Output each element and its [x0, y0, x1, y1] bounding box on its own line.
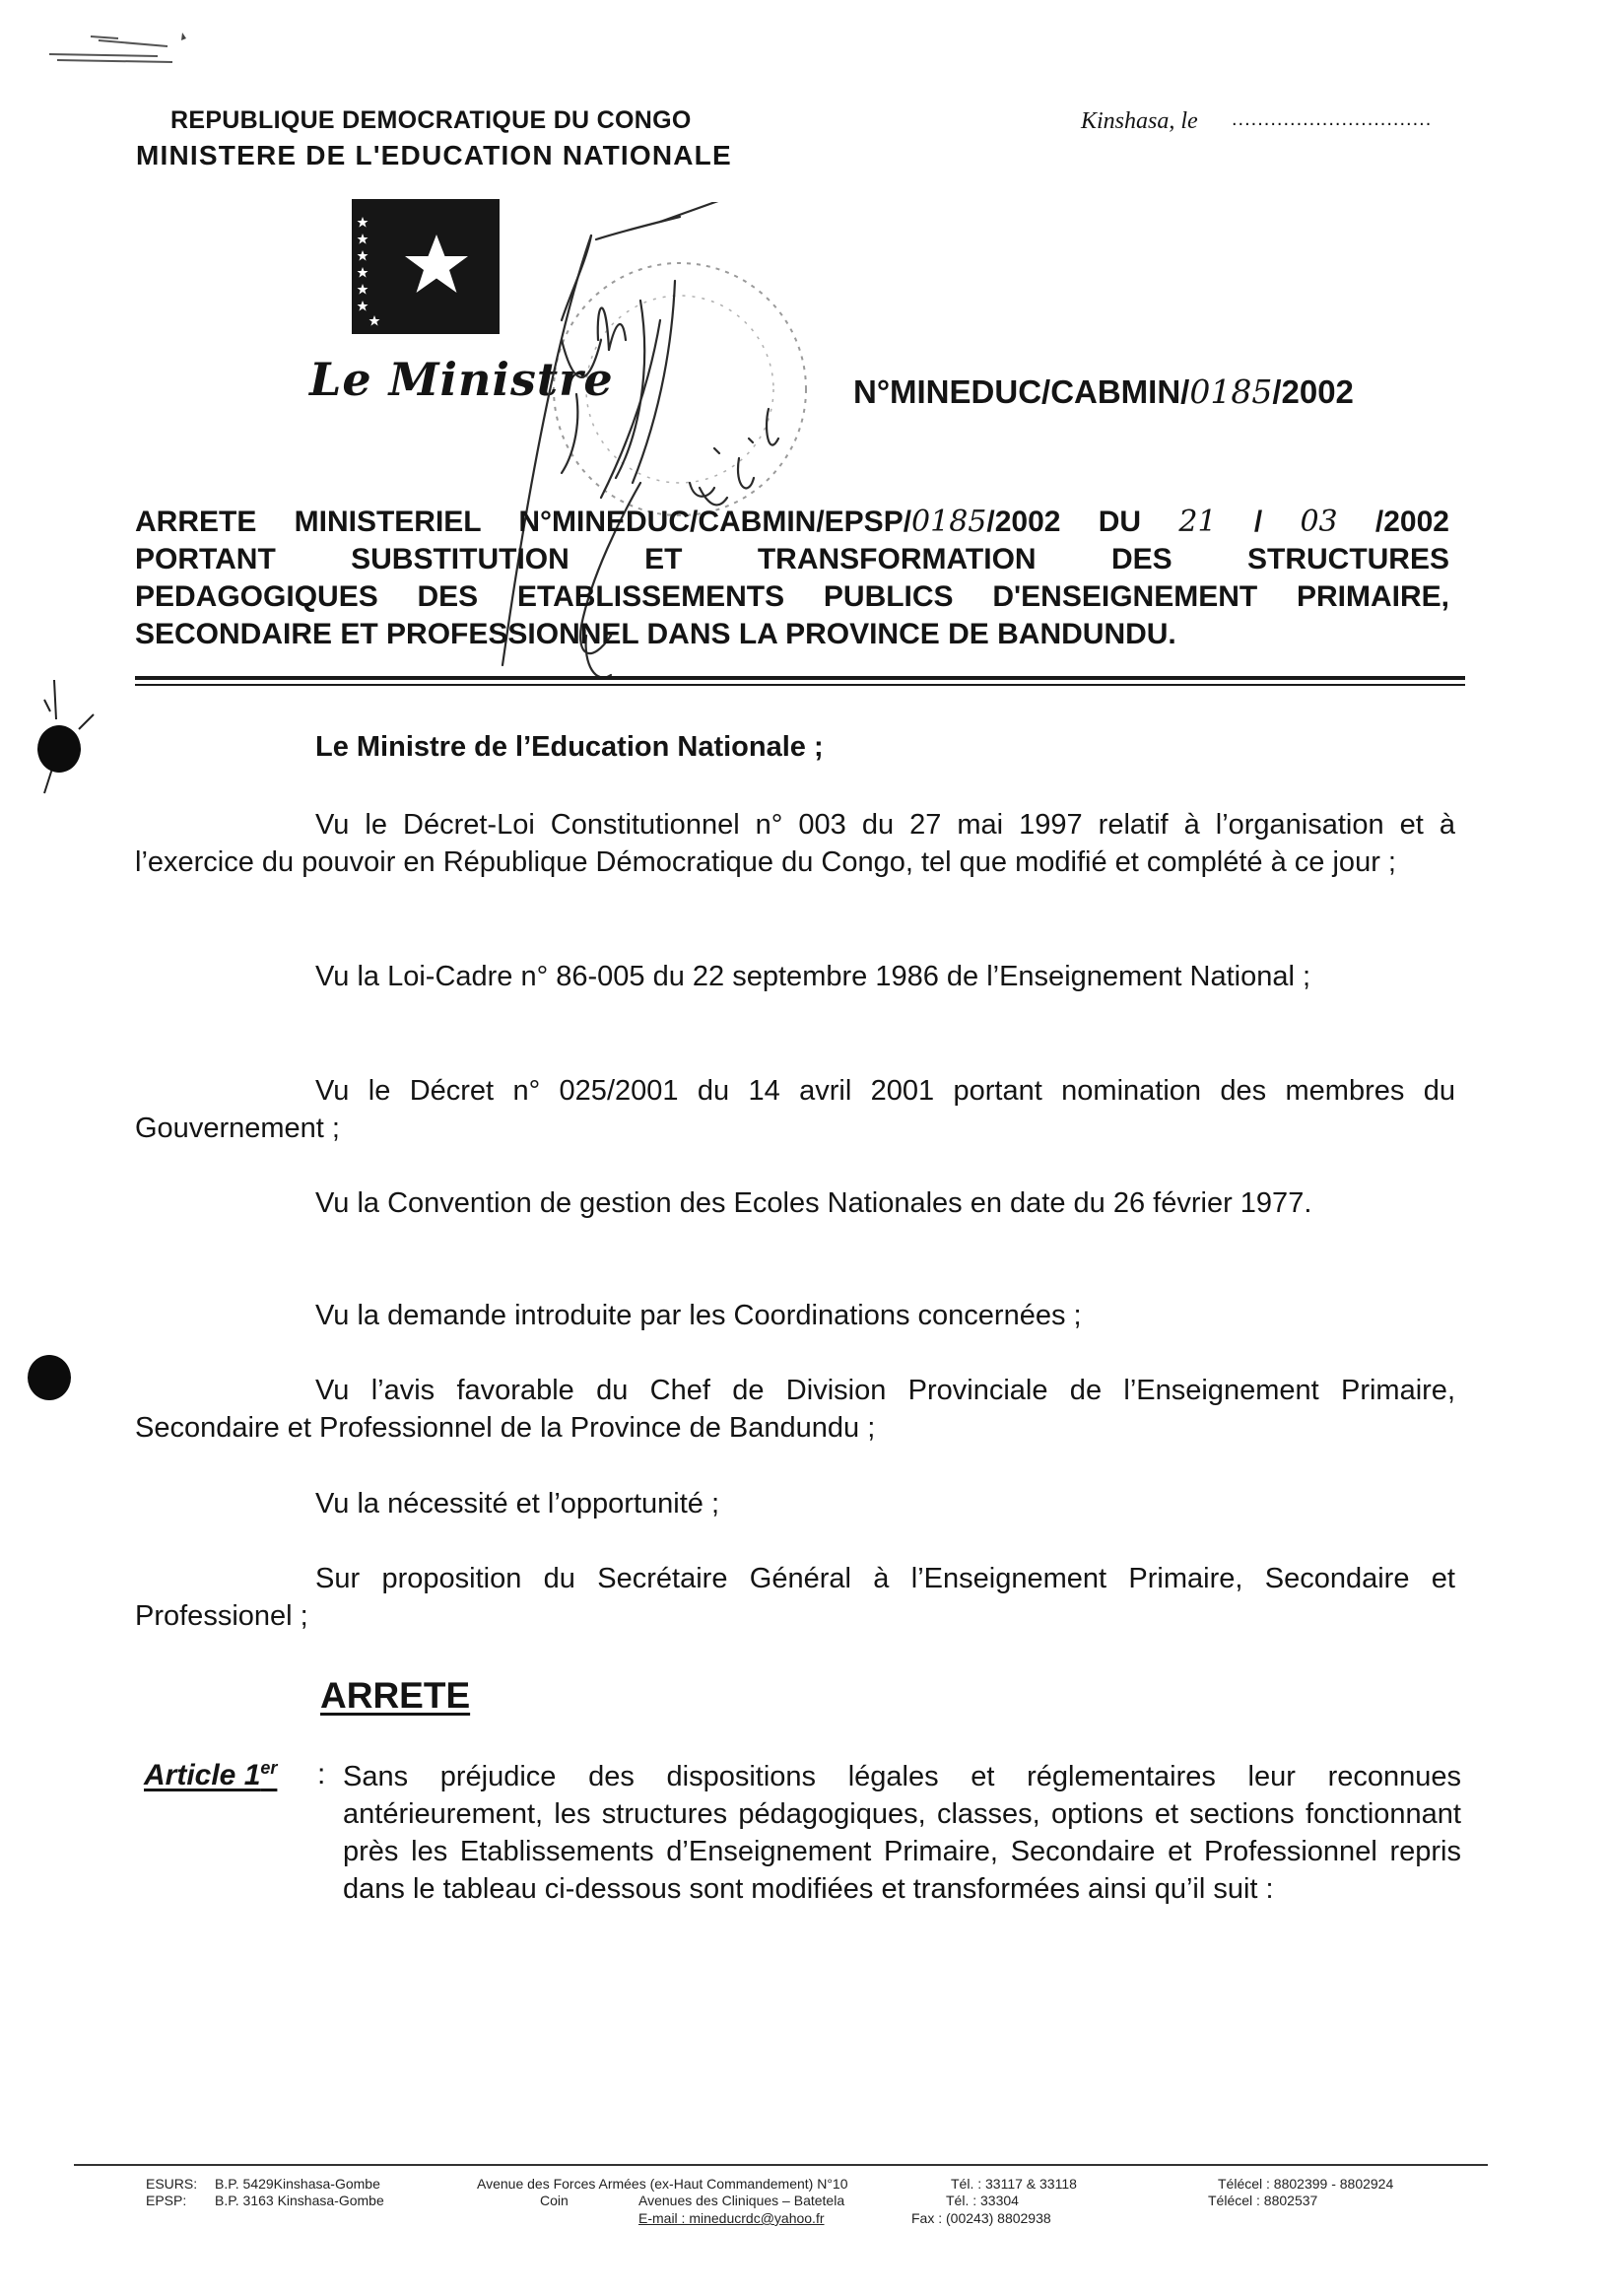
decree-title-line-1: ARRETE MINISTERIEL N°MINEDUC/CABMIN/EPSP/0185/2002 DU 21 / 03 /2002: [135, 505, 1449, 539]
preamble-paragraph: Sur proposition du Secrétaire Général à l’Enseignement Primaire, Secondaire et Professionel ;: [135, 1563, 1455, 1632]
title-divider-thick: [135, 676, 1465, 680]
preamble-paragraph: Vu la Convention de gestion des Ecoles Nationales en date du 26 février 1977.: [315, 1187, 1312, 1219]
decree-handwritten-day: 21: [1178, 505, 1217, 539]
scan-artifact: [39, 25, 207, 74]
footer-telecel-1: Télécel : 8802399 - 8802924: [1218, 2176, 1394, 2192]
decree-handwritten-number: 0185: [911, 505, 987, 539]
preamble-paragraph: Vu la nécessité et l’opportunité ;: [315, 1488, 720, 1519]
ministry-title: MINISTERE DE L'EDUCATION NATIONALE: [136, 140, 732, 170]
footer-address-line-1: Avenue des Forces Armées (ex-Haut Commandement) N°10: [477, 2176, 848, 2192]
punch-hole-mark: [25, 680, 103, 798]
punch-hole-mark: [28, 1355, 71, 1400]
footer-address-coin: Coin: [540, 2193, 569, 2208]
decree-title-line-4: SECONDAIRE ET PROFESSIONNEL DANS LA PROVINCE DE BANDUNDU.: [135, 618, 1176, 650]
decree-title-line-3: PEDAGOGIQUES DES ETABLISSEMENTS PUBLICS D'ENSEIGNEMENT PRIMAIRE,: [135, 580, 1449, 613]
footer-fax: Fax : (00243) 8802938: [911, 2210, 1051, 2226]
footer-divider: [74, 2164, 1488, 2166]
place-date-label: Kinshasa, le: [1081, 108, 1198, 134]
date-blank-dots: ...............................: [1232, 108, 1433, 130]
footer-esurs-bp: B.P. 5429Kinshasa-Gombe: [215, 2176, 380, 2192]
signatory-heading: Le Ministre de l’Education Nationale ;: [315, 731, 824, 763]
preamble-paragraph: Vu l’avis favorable du Chef de Division Provinciale de l’Enseignement Primaire, Secondaire et Professionnel de la Province de Bandundu ;: [135, 1375, 1455, 1444]
footer-tel-1: Tél. : 33117 & 33118: [951, 2176, 1077, 2192]
footer-tel-2: Tél. : 33304: [946, 2193, 1019, 2208]
title-divider-thin: [135, 684, 1465, 686]
republic-title: REPUBLIQUE DEMOCRATIQUE DU CONGO: [170, 106, 692, 134]
reference-prefix: N°MINEDUC/CABMIN/: [853, 373, 1190, 410]
footer-epsp-label: EPSP:: [146, 2193, 187, 2208]
minister-signature-label: Le Ministre: [309, 353, 614, 406]
arrete-heading: ARRETE: [320, 1675, 471, 1716]
reference-handwritten-number: 0185: [1189, 372, 1273, 411]
article-1-colon: :: [317, 1758, 326, 1790]
preamble-paragraph: Vu la demande introduite par les Coordinations concernées ;: [315, 1300, 1082, 1331]
decree-handwritten-month: 03: [1300, 505, 1338, 539]
preamble-paragraph: Vu le Décret n° 025/2001 du 14 avril 2001 portant nomination des membres du Gouvernement ;: [135, 1075, 1455, 1144]
preamble-paragraph: Vu la Loi-Cadre n° 86-005 du 22 septembre 1986 de l’Enseignement National ;: [315, 961, 1311, 992]
preamble-paragraph: Vu le Décret-Loi Constitutionnel n° 003 du 27 mai 1997 relatif à l’organisation et à l’exercice du pouvoir en République Démocratique du Congo, tel que modifié et complété à ce jour ;: [135, 809, 1455, 878]
footer-epsp-bp: B.P. 3163 Kinshasa-Gombe: [215, 2193, 384, 2208]
footer-email[interactable]: E-mail : mineducrdc@yahoo.fr: [638, 2210, 825, 2226]
footer-telecel-2: Télécel : 8802537: [1208, 2193, 1318, 2208]
article-1-text: Sans préjudice des dispositions légales et réglementaires leur reconnues antérieurement, les structures pédagogiques, classes, options et sections fonctionnant près les Etablissements d’Enseignement Primaire, Secondaire et Professionnel repris dans le tableau ci-dessous sont modifiées et transformées ainsi qu’il suit :: [343, 1761, 1461, 1905]
article-1-label: Article 1er: [144, 1758, 278, 1791]
reference-number: [853, 372, 1354, 411]
reference-suffix: /2002: [1272, 373, 1354, 410]
decree-title-line-2: PORTANT SUBSTITUTION ET TRANSFORMATION DES STRUCTURES: [135, 543, 1449, 575]
footer-esurs-label: ESURS:: [146, 2176, 198, 2192]
footer-address-line-2: Avenues des Cliniques – Batetela: [638, 2193, 845, 2208]
decree-title: [135, 504, 1449, 653]
